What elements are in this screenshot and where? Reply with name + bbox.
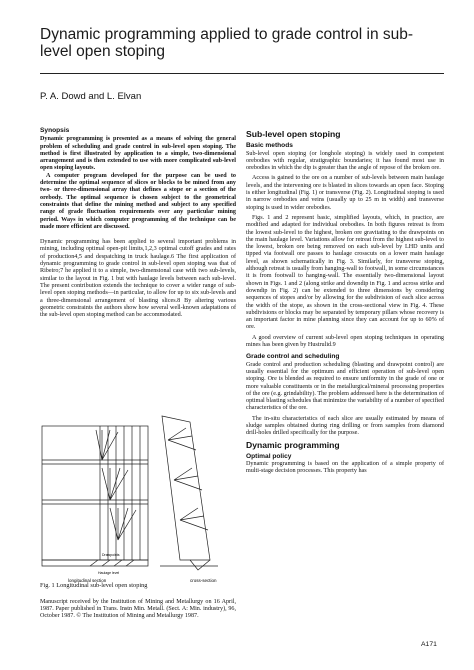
section-heading-dynamic-programming: Dynamic programming	[246, 439, 340, 450]
paragraph: Access is gained to the ore on a number of sub-levels between main haulage levels, and the intervening ore is blasted in slices towards an open face. Stoping is either longitudinal (Fig. 1) or transverse (Fig. 2). Longitudinal stoping is used in narrow orebodies and veins (usually up to 25 m in width) and transverse stoping is used in wider orebodies.	[246, 175, 444, 211]
paragraph: Figs. 1 and 2 represent basic, simplified layouts, which, in practice, are modified and adapted for individual orebodies. In both figures retreat is from the lowest sub-level to the highest, broken ore gravitating to the drawpoints on the main haulage level. Variations allow for retreat from the highest sub-level to the lowest, broken ore being removed on each sub-level by LHD units and tipped via footwall ore passes to haulage crosscuts on a lower main haulage level, as shown schematically in Fig. 3. Similarly, for transverse stoping, although retreat is usually from hanging-wall to footwall, in some circumstances it is from footwall to hanging-wall. The essentially two-dimensional layout shown in Figs. 1 and 2 (along strike and downdip in Fig. 1 and across strike and downdip in Fig. 2) can be extended to three dimensions by considering sequences of stopes and/or by allowing for the subdivision of each slice across the width of the stope, as shown in the cross-sectional view in Fig. 4. These subdivisions or blocks may be separated by temporary pillars whose recovery is an important factor in mine planning since they can account for up to 60% of ore.	[246, 214, 444, 331]
drawpoints-label: Drawpoints	[102, 553, 120, 557]
cross-section-label: cross-section	[190, 578, 217, 583]
intro-paragraph: Dynamic programming has been applied to several important problems in mining, including optimal open-pit limits,1,2,3 optimal cutoff grades and rates of production4,5 and despatching in truck haulage.6 The first application of dynamic programming to grade control in sub-level open stoping was that of Ribeiro;7 he applied it to a simple, two-dimensional case with two sub-levels, similar to the layout in Fig. 1 but with haulage levels between each sub-level. The present contribution extends the technique to cover a wider range of sub-level open stoping methods—in particular, to allow for up to six sub-levels and a three-dimensional arrangement of blasting slices.8 By altering various geometric constraints the authors show how several well-known adaptations of the sub-level open stoping method can be accommodated.	[40, 239, 236, 319]
figure-1-caption: Fig. 1 Longitudinal sub-level open stoping	[40, 582, 148, 589]
synopsis-paragraph: Dynamic programming is presented as a means of solving the general problem of scheduling and grade control in sub-level open stoping. The method is first illustrated by application to a simple, two-dimensional arrangement and is then extended to use with more complicated sub-level open stoping layouts.	[40, 136, 236, 172]
page-number: A171	[421, 641, 437, 648]
subheading-grade-control: Grade control and scheduling	[246, 353, 340, 361]
figure-1-drawing	[40, 410, 236, 586]
title-rule	[40, 73, 444, 74]
subheading-basic-methods: Basic methods	[246, 142, 293, 150]
left-column	[40, 127, 236, 322]
synopsis	[40, 136, 236, 231]
figure-1	[40, 410, 236, 586]
haulage-label: Haulage level	[98, 571, 120, 575]
authors: P. A. Dowd and L. Elvan	[40, 91, 142, 102]
synopsis-paragraph: A computer program developed for the purpose can be used to determine the optimal sequence of slices or blocks to be mined from any two- or three-dimensional array that defines a stope or a section of the orebody. The optimal sequence is chosen subject to the geometrical constraints that define the mining method and subject to any specified range of grade fluctuation requirements over any particular mining period. Ways in which computer programming of the technique can be made more efficient are discussed.	[40, 172, 236, 230]
paragraph: The in-situ characteristics of each slice are usually estimated by means of sludge samples obtained during ring drilling or from samples from diamond drill-holes drilled specifically for the purpose.	[246, 415, 444, 437]
synopsis-heading: Synopsis	[40, 127, 70, 134]
manuscript-footnote: Manuscript received by the Institution of Mining and Metallurgy on 16 April, 1987. Paper published in Trans. Instn Min. Metall. (Sect. A: Min. industry), 96, October 1987. © The Institution of Mining and Metallurgy 1987.	[40, 599, 236, 620]
paragraph: Dynamic programming is based on the application of a simple property of multi-stage decision processes. This property has	[246, 461, 444, 475]
paragraph: A good overview of current sub-level open stoping techniques in operating mines has been given by Hustrulid.9	[246, 334, 444, 349]
paragraph: Sub-level open stoping (or longhole stoping) is widely used in competent orebodies with regular, stratigraphic boundaries; it has found most use in orebodies in which the dip is greater than the angle of repose of the broken ore.	[246, 150, 444, 172]
paper-title: Dynamic programming applied to grade control in sub-level open stoping	[40, 26, 414, 60]
section-heading-sublevel: Sub-level open stoping	[246, 129, 341, 139]
longitudinal-label: longitudinal section	[68, 578, 107, 583]
subheading-optimal-policy: Optimal policy	[246, 452, 292, 460]
paragraph: Grade control and production scheduling (blasting and drawpoint control) are usually essential for the optimum and efficient operation of sub-level open stoping. Ore is blended as required to ensure uniformity in the grade of one or more valuable constituents or in the metallurgical/mineral processing properties of the ore (e.g. grindability). The problem addressed here is the determination of optimal blasting schedules that minimize the variability of a number of specified characteristics of the ore.	[246, 361, 444, 412]
right-column	[246, 127, 444, 479]
